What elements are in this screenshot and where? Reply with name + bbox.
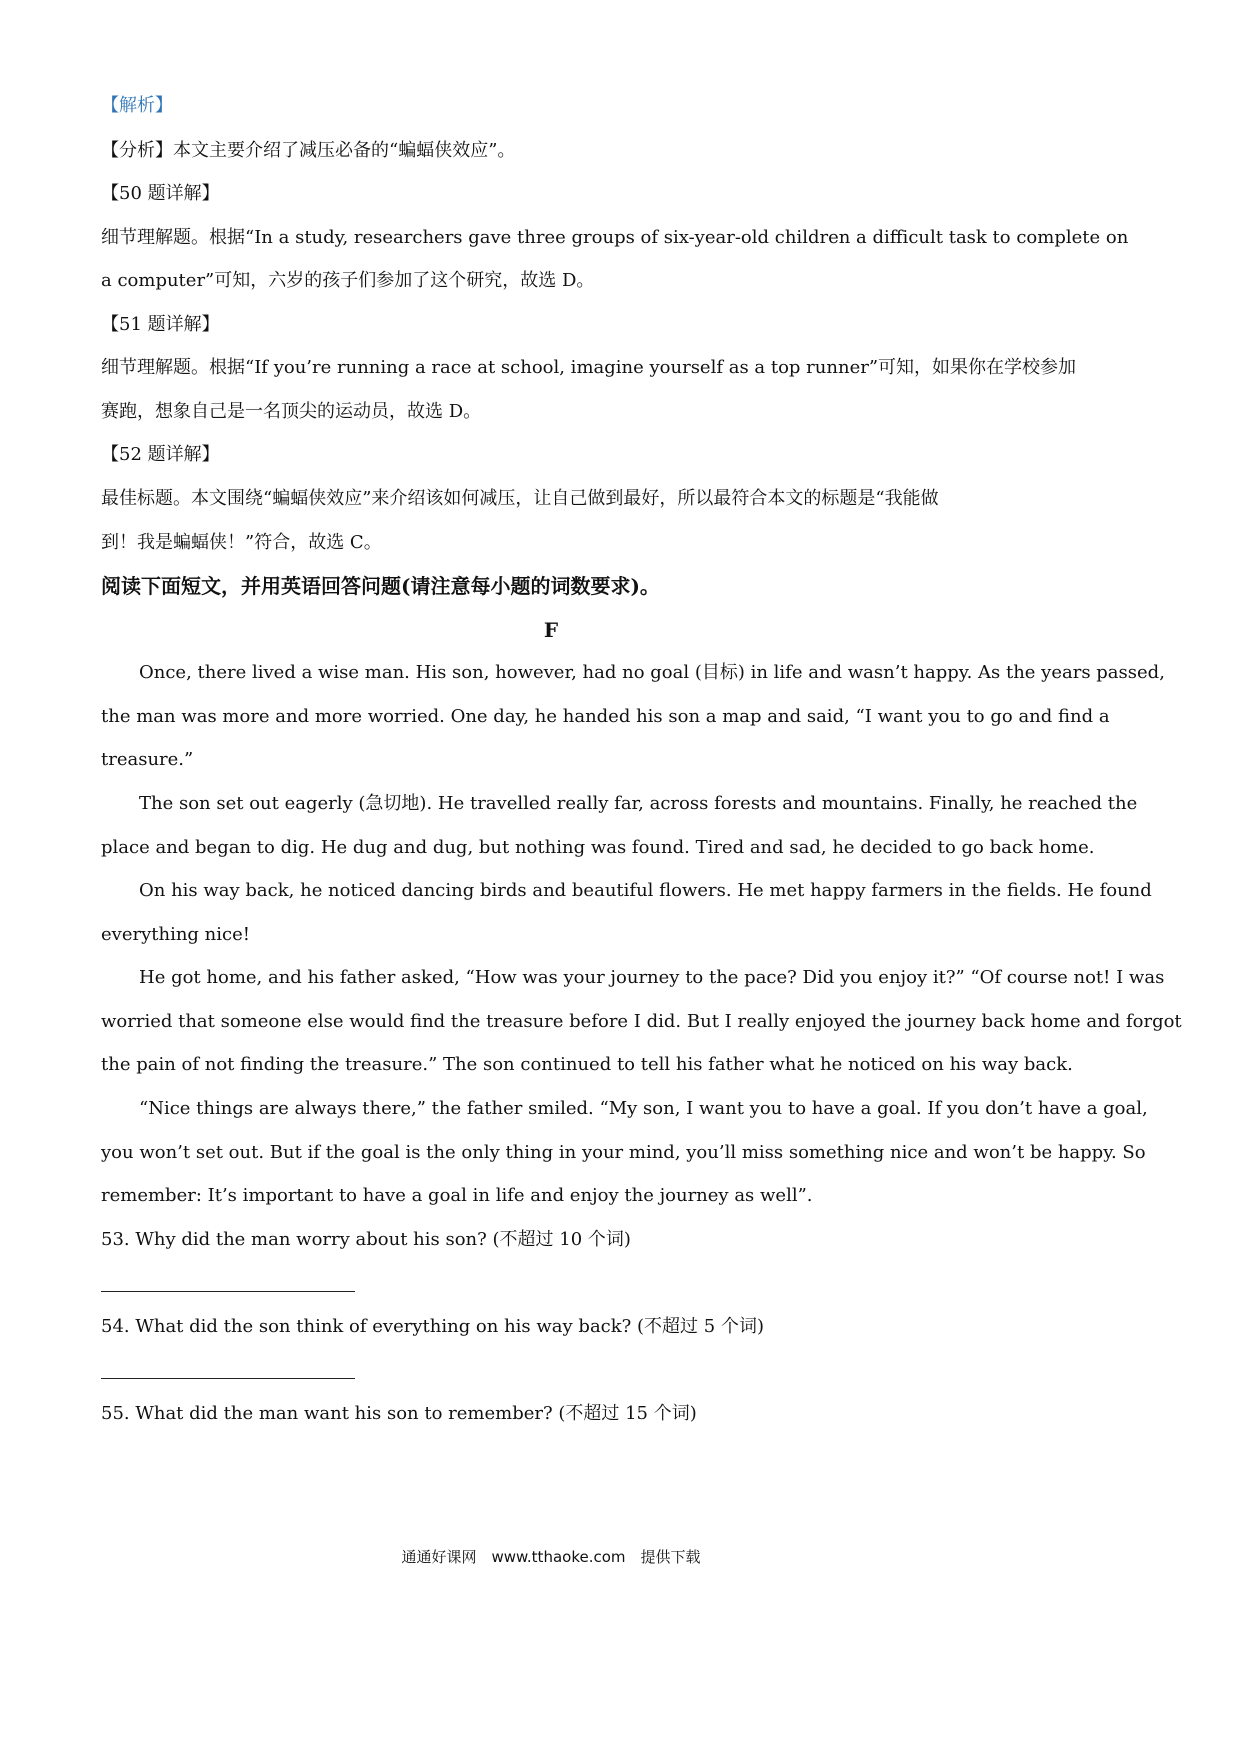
q50-explanation-line-1: 细节理解题。根据“In a study, researchers gave three groups of six-year-old children a difficult task to complete on	[101, 227, 1129, 248]
passage-p4-line-1: He got home, and his father asked, “How was your journey to the pace? Did you enjoy it?” “Of course not! I was	[139, 967, 1165, 988]
passage-p3-line-2: everything nice!	[101, 924, 250, 945]
passage-p1-line-1: Once, there lived a wise man. His son, however, had no goal (目标) in life and wasn’t happy. As the years passed,	[139, 662, 1165, 683]
passage-p1-line-2: the man was more and more worried. One day, he handed his son a map and said, “I want you to go and find a	[101, 706, 1110, 727]
q50-header: 【50 题详解】	[101, 183, 220, 204]
section-instruction: 阅读下面短文，并用英语回答问题(请注意每小题的词数要求)。	[101, 574, 660, 598]
passage-p2-line-1: The son set out eagerly (急切地). He travelled really far, across forests and mountains. Finally, he reached the	[139, 793, 1138, 814]
passage-p4-line-2: worried that someone else would find the treasure before I did. But I really enjoyed the journey back home and forgot	[101, 1011, 1182, 1032]
q51-explanation-line-1: 细节理解题。根据“If you’re running a race at school, imagine yourself as a top runner”可知，如果你在学校参加	[101, 357, 1077, 378]
question-54: 54. What did the son think of everything on his way back? (不超过 5 个词)	[101, 1316, 764, 1337]
q52-header: 【52 题详解】	[101, 444, 220, 465]
passage-label: F	[543, 618, 559, 642]
analysis-summary: 【分析】本文主要介绍了减压必备的“蝙蝠侠效应”。	[101, 140, 516, 161]
question-53: 53. Why did the man worry about his son? (不超过 10 个词)	[101, 1229, 631, 1250]
q52-explanation-line-1: 最佳标题。本文围绕“蝙蝠侠效应”来介绍该如何减压，让自己做到最好，所以最符合本文的标题是“我能做	[101, 488, 939, 509]
passage-p5-line-3: remember: It’s important to have a goal in life and enjoy the journey as well”.	[101, 1185, 813, 1206]
passage-p3-line-1: On his way back, he noticed dancing birds and beautiful flowers. He met happy farmers in the fields. He found	[139, 880, 1152, 901]
question-55: 55. What did the man want his son to remember? (不超过 15 个词)	[101, 1403, 697, 1424]
answer-line-53[interactable]	[101, 1291, 355, 1292]
passage-p2-line-2: place and began to dig. He dug and dug, but nothing was found. Tired and sad, he decided to go back home.	[101, 837, 1095, 858]
page-footer: 通通好课网 www.tthaoke.com 提供下载	[401, 1548, 701, 1566]
q51-header: 【51 题详解】	[101, 314, 220, 335]
passage-p1-line-3: treasure.”	[101, 749, 194, 770]
passage-p5-line-1: “Nice things are always there,” the father smiled. “My son, I want you to have a goal. If you don’t have a goal,	[139, 1098, 1148, 1119]
q52-explanation-line-2: 到！我是蝙蝠侠！”符合，故选 C。	[101, 532, 382, 553]
q51-explanation-line-2: 赛跑，想象自己是一名顶尖的运动员，故选 D。	[101, 401, 482, 422]
passage-p5-line-2: you won’t set out. But if the goal is the only thing in your mind, you’ll miss something nice and won’t be happy. So	[101, 1142, 1146, 1163]
q50-explanation-line-2: a computer”可知，六岁的孩子们参加了这个研究，故选 D。	[101, 270, 595, 291]
passage-p4-line-3: the pain of not finding the treasure.” The son continued to tell his father what he noticed on his way back.	[101, 1054, 1073, 1075]
answer-line-54[interactable]	[101, 1378, 355, 1379]
analysis-header: 【解析】	[101, 95, 173, 116]
